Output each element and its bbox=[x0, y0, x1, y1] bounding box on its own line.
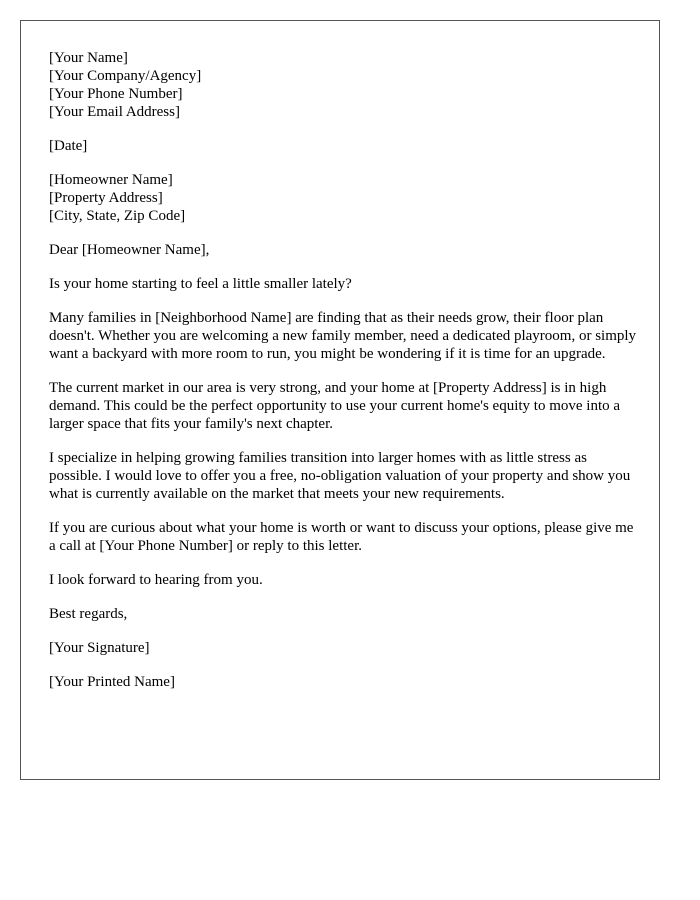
paragraph-contact: If you are curious about what your home is worth or want to discuss your options, please give me a call at [Your Phone Number] or reply to this letter. bbox=[49, 520, 634, 554]
paragraph-market: The current market in our area is very strong, and your home at [Property Address] is in high demand. This could be the perfect opportunity to use your current home's equity to move into a larger space that fits your family's next chapter. bbox=[49, 380, 621, 432]
paragraph-lookforward: I look forward to hearing from you. bbox=[49, 572, 263, 588]
recipient-name: [Homeowner Name] bbox=[49, 172, 173, 188]
signature: [Your Signature] bbox=[49, 640, 150, 656]
recipient-city-state-zip: [City, State, Zip Code] bbox=[49, 208, 186, 224]
sender-name: [Your Name] bbox=[49, 50, 128, 66]
paragraph-intro: Is your home starting to feel a little smaller lately? bbox=[49, 276, 352, 292]
letter-body bbox=[49, 49, 639, 707]
sender-block bbox=[49, 49, 639, 121]
salutation: Dear [Homeowner Name], bbox=[49, 242, 210, 258]
date-block bbox=[49, 137, 639, 155]
recipient-address: [Property Address] bbox=[49, 190, 163, 206]
closing: Best regards, bbox=[49, 606, 128, 622]
letter-frame bbox=[20, 20, 660, 780]
paragraph-families: Many families in [Neighborhood Name] are finding that as their needs grow, their floor plan doesn't. Whether you are welcoming a new family member, need a dedicated playroom, or simply want a backyard with more room to run, you might be wondering if it is time for an upgrade. bbox=[49, 310, 637, 362]
paragraph-specialize: I specialize in helping growing families transition into larger homes with as little stress as possible. I would love to offer you a free, no-obligation valuation of your property and show you what is currently available on the market that meets your new requirements. bbox=[49, 450, 631, 502]
recipient-block bbox=[49, 171, 639, 225]
sender-email: [Your Email Address] bbox=[49, 104, 180, 120]
letter-date: [Date] bbox=[49, 138, 88, 154]
sender-phone: [Your Phone Number] bbox=[49, 86, 183, 102]
printed-name: [Your Printed Name] bbox=[49, 674, 175, 690]
sender-company: [Your Company/Agency] bbox=[49, 68, 202, 84]
